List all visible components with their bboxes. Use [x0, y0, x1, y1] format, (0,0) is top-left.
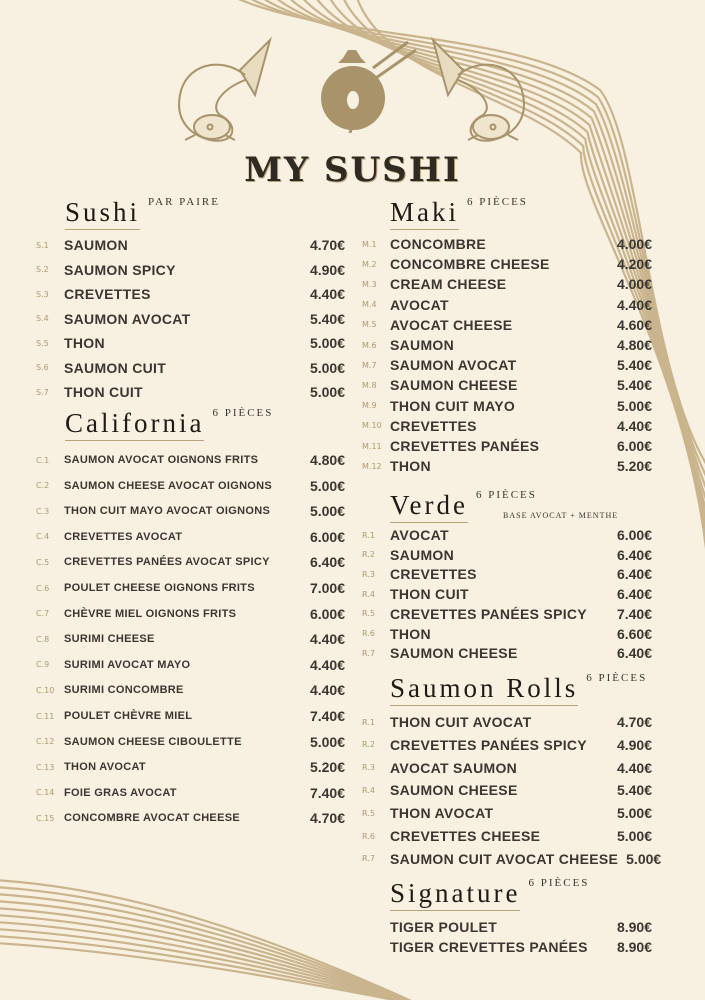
item-code: C.12: [36, 737, 55, 747]
item-price: 4.20€: [616, 256, 652, 273]
menu-item: [36, 681, 345, 699]
menu-item: [362, 713, 652, 731]
menu-item: [36, 502, 345, 520]
item-name: SAUMON AVOCAT: [390, 357, 517, 374]
item-code: R.3: [362, 569, 375, 579]
menu-item: [362, 417, 652, 435]
menu-item: [362, 316, 652, 334]
menu-item: [36, 553, 345, 571]
item-name: AVOCAT CHEESE: [390, 316, 513, 333]
item-code: M.6: [362, 340, 377, 350]
section-note: PAR PAIRE: [148, 196, 220, 208]
menu-item: [36, 359, 345, 377]
item-price: 4.90€: [616, 736, 652, 753]
item-price: 5.00€: [616, 828, 652, 844]
item-name: SAUMON AVOCAT: [64, 310, 191, 327]
item-code: R.5: [362, 609, 375, 619]
item-price: 4.00€: [616, 236, 652, 252]
menu-item: [36, 261, 345, 279]
item-price: 6.40€: [616, 586, 652, 603]
item-price: 6.40€: [616, 645, 652, 662]
item-name: SAUMON: [390, 546, 455, 563]
item-name: THON: [390, 625, 431, 642]
item-name: THON: [64, 335, 105, 351]
item-code: C.7: [36, 609, 50, 619]
item-price: 5.00€: [309, 503, 345, 520]
item-name: CREVETTES: [64, 286, 151, 302]
menu-item: [362, 850, 661, 868]
menu-item: [36, 285, 345, 303]
section-title: California: [65, 408, 204, 441]
menu-item: [36, 310, 345, 328]
item-price: 4.40€: [309, 286, 345, 302]
sushi-chopsticks-logo-icon: [318, 38, 418, 133]
item-name: AVOCAT: [390, 527, 449, 543]
item-code: M.9: [362, 401, 377, 411]
item-price: 4.40€: [309, 656, 345, 673]
item-code: R.1: [362, 717, 375, 727]
page-title: MY SUSHI: [244, 150, 461, 190]
section-header-sushi: [65, 197, 220, 230]
menu-item: [36, 605, 345, 623]
item-name: CONCOMBRE CHEESE: [390, 256, 550, 273]
item-price: 5.00€: [309, 335, 345, 351]
section-subtitle: BASE AVOCAT + MENTHE: [503, 511, 619, 520]
item-code: R.6: [362, 831, 375, 841]
menu-item: [36, 733, 345, 751]
item-name: TIGER POULET: [390, 919, 498, 935]
menu-item: [362, 827, 652, 845]
item-name: CREVETTES: [390, 417, 477, 434]
item-price: 5.00€: [626, 850, 662, 867]
item-name: AVOCAT SAUMON: [390, 759, 518, 776]
menu-item: [362, 356, 652, 374]
menu-item: [36, 334, 345, 352]
item-price: 6.00€: [309, 605, 345, 622]
section-note: 6 PIÈCES: [467, 196, 528, 208]
menu-item: [362, 255, 652, 273]
item-name: POULET CHEESE OIGNONS FRITS: [64, 582, 255, 594]
item-name: SAUMON CHEESE CIBOULETTE: [64, 735, 242, 748]
item-code: R.6: [362, 629, 375, 638]
item-price: 8.90€: [616, 919, 652, 935]
item-price: 5.00€: [309, 733, 345, 750]
menu-item: [36, 477, 345, 495]
item-price: 4.70€: [309, 810, 345, 827]
section-header-signature: [390, 878, 589, 911]
item-code: C.11: [36, 711, 55, 721]
item-price: 5.20€: [309, 759, 345, 776]
item-name: THON CUIT AVOCAT: [390, 714, 532, 730]
section-note: 6 PIÈCES: [212, 407, 274, 419]
item-name: SAUMON CHEESE: [390, 782, 518, 799]
item-code: C.13: [36, 762, 55, 772]
menu-item: [36, 707, 345, 725]
item-name: SAUMON CHEESE: [390, 377, 518, 394]
item-price: 5.40€: [309, 310, 345, 327]
item-name: CREVETTES PANÉES AVOCAT SPICY: [64, 556, 270, 569]
menu-item: [36, 383, 345, 401]
item-name: CREVETTES AVOCAT: [64, 530, 183, 543]
item-name: SAUMON: [390, 337, 455, 353]
item-name: CREAM CHEESE: [390, 276, 507, 293]
item-price: 4.80€: [616, 337, 652, 353]
item-name: AVOCAT: [390, 296, 449, 313]
menu-item: [36, 758, 345, 776]
item-price: 5.40€: [616, 782, 652, 799]
menu-item: [362, 781, 652, 799]
menu-item: [362, 625, 652, 643]
item-price: 5.00€: [616, 805, 652, 822]
item-name: CONCOMBRE AVOCAT CHEESE: [64, 812, 240, 825]
item-code: M.7: [362, 360, 377, 370]
item-code: C.4: [36, 532, 50, 542]
item-code: M.5: [362, 320, 377, 330]
item-name: CHÈVRE MIEL OIGNONS FRITS: [64, 607, 237, 620]
section-note: 6 PIÈCES: [475, 489, 537, 501]
item-code: M.4: [362, 300, 377, 310]
item-name: THON CUIT MAYO: [390, 397, 516, 414]
item-code: R.2: [362, 740, 375, 750]
item-code: M.10: [362, 421, 382, 431]
item-code: R.1: [362, 530, 375, 540]
section-title: Maki: [390, 197, 459, 230]
menu-item: [362, 397, 652, 415]
item-price: 4.40€: [616, 296, 652, 313]
item-price: 4.40€: [309, 682, 345, 699]
menu-item: [362, 736, 652, 754]
item-code: C.6: [36, 583, 50, 593]
item-name: POULET CHÈVRE MIEL: [64, 710, 193, 722]
menu-item: [362, 296, 652, 314]
item-price: 5.00€: [309, 477, 345, 494]
item-code: C.3: [36, 506, 50, 516]
item-name: SAUMON CUIT: [64, 359, 167, 376]
item-code: C.15: [36, 813, 55, 823]
item-code: R.4: [362, 589, 375, 599]
item-code: M.8: [362, 380, 377, 390]
menu-item: [362, 235, 652, 253]
menu-item: [36, 656, 345, 674]
item-price: 6.40€: [616, 566, 652, 583]
menu-item: [36, 451, 345, 469]
section-title: Signature: [390, 878, 520, 911]
menu-item: [36, 630, 345, 648]
item-price: 6.40€: [309, 554, 345, 571]
item-price: 5.00€: [309, 359, 345, 376]
koi-fish-left-icon: [160, 35, 275, 150]
menu-item: [362, 546, 652, 564]
item-name: CREVETTES: [390, 566, 477, 583]
item-code: R.7: [362, 648, 375, 658]
item-code: C.8: [36, 634, 50, 644]
section-title: Sushi: [65, 197, 140, 230]
item-name: CREVETTES CHEESE: [390, 828, 541, 844]
item-price: 7.40€: [616, 605, 652, 622]
item-name: THON AVOCAT: [390, 805, 494, 822]
item-name: SAUMON CHEESE AVOCAT OIGNONS: [64, 479, 273, 492]
menu-item: [36, 236, 345, 254]
item-price: 5.20€: [616, 458, 652, 475]
item-name: THON CUIT: [64, 384, 143, 400]
item-code: C.9: [36, 660, 50, 670]
item-name: TIGER CREVETTES PANÉES: [390, 938, 588, 955]
menu-item: [362, 585, 652, 603]
item-code: S.1: [36, 240, 49, 250]
section-note: 6 PIÈCES: [586, 672, 648, 684]
item-price: 7.00€: [309, 580, 345, 596]
item-name: THON CUIT: [390, 586, 469, 603]
item-code: S.3: [36, 289, 49, 299]
item-code: C.2: [36, 481, 50, 491]
item-price: 6.00€: [616, 438, 652, 454]
item-name: SURIMI CONCOMBRE: [64, 684, 184, 697]
item-price: 4.90€: [309, 261, 345, 278]
item-code: R.5: [362, 808, 375, 818]
menu-item: [36, 528, 345, 546]
item-name: SURIMI AVOCAT MAYO: [64, 658, 191, 671]
item-code: S.6: [36, 363, 49, 372]
item-price: 4.00€: [616, 276, 652, 293]
menu-item: [362, 457, 652, 475]
section-header-california: [65, 408, 273, 441]
menu-item: [362, 526, 652, 544]
item-code: R.4: [362, 785, 375, 795]
koi-fish-right-icon: [428, 35, 543, 150]
item-code: S.4: [36, 314, 49, 323]
item-price: 7.40€: [309, 708, 345, 724]
item-name: SAUMON CHEESE: [390, 645, 518, 662]
menu-item: [362, 437, 652, 455]
section-title: Verde: [390, 490, 468, 523]
item-code: S.2: [36, 265, 49, 274]
section-title: Saumon Rolls: [390, 673, 578, 706]
item-name: THON CUIT MAYO AVOCAT OIGNONS: [64, 505, 271, 518]
section-header-saumon_rolls: [390, 673, 647, 706]
item-name: SAUMON CUIT AVOCAT CHEESE: [390, 850, 619, 867]
menu-item: [362, 605, 652, 623]
item-price: 6.60€: [616, 625, 652, 642]
menu-item: [36, 784, 345, 802]
item-name: SAUMON: [64, 237, 129, 253]
item-price: 7.40€: [309, 784, 345, 801]
item-code: M.1: [362, 239, 377, 249]
item-code: R.7: [362, 854, 375, 864]
menu-item: [362, 918, 652, 936]
item-code: S.5: [36, 338, 49, 348]
item-name: CONCOMBRE: [390, 236, 487, 252]
item-code: C.5: [36, 557, 50, 567]
item-price: 4.40€: [616, 759, 652, 776]
item-price: 8.90€: [616, 938, 652, 955]
menu-item: [362, 759, 652, 777]
item-price: 6.00€: [616, 527, 652, 543]
item-name: FOIE GRAS AVOCAT: [64, 786, 177, 799]
menu-item: [362, 565, 652, 583]
item-code: M.2: [362, 259, 377, 269]
item-code: M.11: [362, 441, 382, 451]
menu-item: [36, 579, 345, 597]
item-price: 5.00€: [309, 384, 345, 400]
item-name: CREVETTES PANÉES SPICY: [390, 736, 587, 753]
item-code: C.14: [36, 788, 55, 798]
item-price: 4.40€: [616, 417, 652, 434]
item-price: 4.40€: [309, 631, 345, 648]
item-code: S.7: [36, 387, 49, 397]
section-note: 6 PIÈCES: [528, 877, 590, 889]
item-code: R.3: [362, 763, 375, 773]
item-price: 6.40€: [616, 546, 652, 563]
item-name: THON: [390, 458, 431, 475]
menu-item: [362, 938, 652, 956]
item-price: 4.70€: [616, 714, 652, 730]
item-price: 5.00€: [616, 397, 652, 414]
item-price: 4.70€: [309, 237, 345, 253]
item-code: M.3: [362, 279, 377, 289]
menu-item: [362, 336, 652, 354]
item-name: CREVETTES PANÉES: [390, 438, 540, 454]
section-header-maki: [390, 197, 528, 230]
item-code: R.2: [362, 550, 375, 560]
item-price: 5.40€: [616, 377, 652, 394]
menu-item: [362, 275, 652, 293]
item-price: 6.00€: [309, 528, 345, 545]
item-code: C.10: [36, 685, 55, 695]
menu-item: [362, 644, 652, 662]
item-code: M.12: [362, 461, 382, 471]
item-price: 4.60€: [616, 316, 652, 333]
item-price: 5.40€: [616, 357, 652, 374]
item-name: SURIMI CHEESE: [64, 633, 155, 646]
menu-item: [362, 376, 652, 394]
item-name: THON AVOCAT: [64, 761, 146, 774]
menu-item: [362, 804, 652, 822]
item-name: CREVETTES PANÉES SPICY: [390, 605, 587, 622]
item-name: SAUMON SPICY: [64, 261, 176, 278]
item-price: 4.80€: [309, 452, 345, 468]
menu-item: [36, 809, 345, 827]
item-code: C.1: [36, 455, 50, 465]
item-name: SAUMON AVOCAT OIGNONS FRITS: [64, 454, 259, 466]
